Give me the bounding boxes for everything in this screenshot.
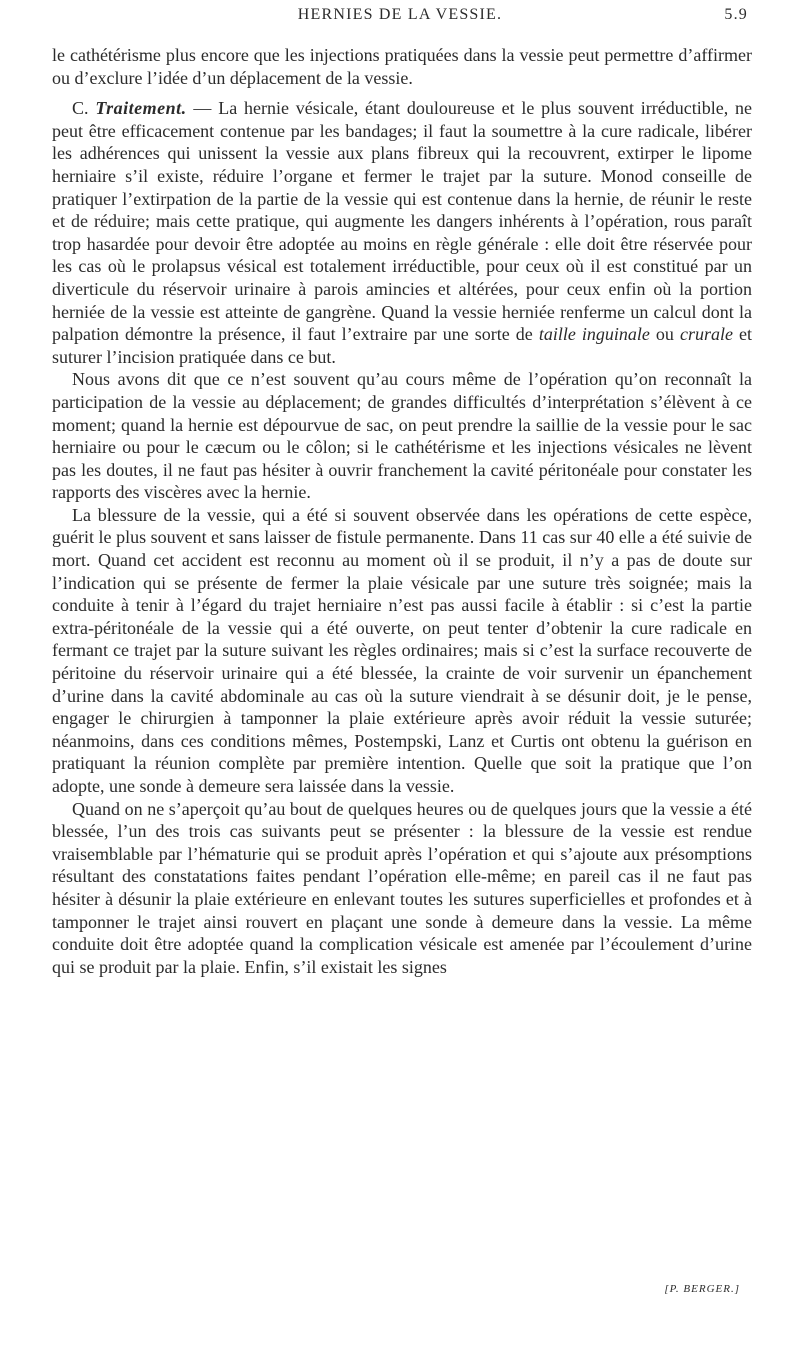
paragraph-text: — La hernie vésicale, étant douloureuse et le plus souvent irréductible, ne peut être efficacement contenue par les bandages; il faut la soumettre à la cure radicale, libérer les adhérences qui unissent la vessie aux plans fibreux qui la recouvrent, extirper le lipome herniaire s’il existe, réduire l’organe et fermer le trajet par la suture. Monod conseille de pratiquer l’extirpation de la partie de la vessie qui est contenue dans la hernie, de réunir le reste et de réduire; mais cette pratique, qui augmente les dangers inhérents à l’opération, rous paraît trop hasardée pour devoir être adoptée au moins en règle générale : elle doit être réservée pour les cas où le prolapsus vésical est totalement irréductible, pour ceux où il est constitué par un diverticule du réservoir urinaire à parois amincies et altérées, pour ceux enfin où la portion herniée de la vessie est atteinte de gangrène. Quand la vessie herniée renferme un calcul dont la palpation démontre la présence, il faut l’extraire par une sorte de <box>52 98 753 345</box>
paragraph-delayed-detection: Quand on ne s’aperçoit qu’au bout de quelques heures ou de quelques jours que la vessie a été blessée, l’un des trois cas suivants peut se présenter : la blessure de la vessie est rendue vraisemblable par l’hématurie qui se produit après l’opération et qui s’ajoute aux présomptions résultant des constatations faites pendant l’opération elle-même; en pareil cas il ne faut pas hésiter à désunir la plaie extérieure en enlevant toutes les sutures superficielles et profondes et à tamponner le trajet ainsi rouvert en plaçant une sonde à demeure dans la vessie. La même conduite doit être adoptée quand la complication vésicale est amenée par l’écoulement d’urine qui se produit par la plaie. Enfin, s’il existait les signes <box>52 798 752 977</box>
paragraph-operation: Nous avons dit que ce n’est souvent qu’au cours même de l’opération qu’on reconnaît la participation de la vessie au déplacement; de grandes difficultés d’interprétation s’élèvent à ce moment; quand la hernie est dépourvue de sac, on peut prendre la saillie de la vessie pour le sac herniaire ou pour le cæcum ou le côlon; si le cathétérisme et les injections vésicales ne lèvent pas les doutes, il ne faut pas hésiter à ouvrir franchement la cavité péritonéale pour constater les rapports des viscères avec la hernie. <box>52 369 752 503</box>
paragraph-text: et suturer l’incision pratiquée dans ce but. <box>52 324 752 367</box>
running-title: HERNIES DE LA VESSIE. <box>297 6 503 23</box>
page-body <box>52 44 752 978</box>
paragraph-treatment <box>52 97 752 368</box>
section-heading: Traitement. <box>95 98 187 119</box>
page-number: 5.9 <box>724 6 748 23</box>
paragraph-text: ou <box>649 324 680 345</box>
author-signature: [P. BERGER.] <box>664 1283 740 1295</box>
paragraph-continuation: le cathétérisme plus encore que les injections pratiquées dans la vessie peut permettre d’affirmer ou d’exclure l’idée d’un déplacement de la vessie. <box>52 45 752 88</box>
italic-term: taille inguinale <box>538 324 650 345</box>
paragraph-bladder-wound: La blessure de la vessie, qui a été si souvent observée dans les opérations de cette espèce, guérit le plus souvent et sans laisser de fistule permanente. Dans 11 cas sur 40 elle a été suivie de mort. Quand cet accident est reconnu au moment où il se produit, il n’y a pas de doute sur l’indication qui se présente de fermer la plaie vésicale par une suture très soignée; mais la conduite à tenir à l’égard du trajet herniaire n’est pas aussi facile à établir : si c’est la partie extra-péritonéale de la vessie qui a été ouverte, on peut tenter d’obtenir la cure radicale en fermant ce trajet par la suture suivant les règles ordinaires; mais si c’est la surface recouverte de péritoine du réservoir urinaire qui a été blessée, la crainte de voir survenir un épanchement d’urine dans la cavité abdominale au cas où la suture viendrait à se désunir doit, je le pense, engager le chirurgien à tamponner la plaie extérieure après avoir réduit la vessie suturée; néanmoins, dans ces conditions mêmes, Postempski, Lanz et Curtis ont obtenu la guérison en pratiquant la réunion complète par première intention. Quelle que soit la pratique que l’on adopte, une sonde à demeure sera laissée dans la vessie. <box>52 504 752 796</box>
section-label: C. <box>72 98 89 119</box>
running-header <box>0 6 800 36</box>
italic-term: crurale <box>679 324 733 345</box>
